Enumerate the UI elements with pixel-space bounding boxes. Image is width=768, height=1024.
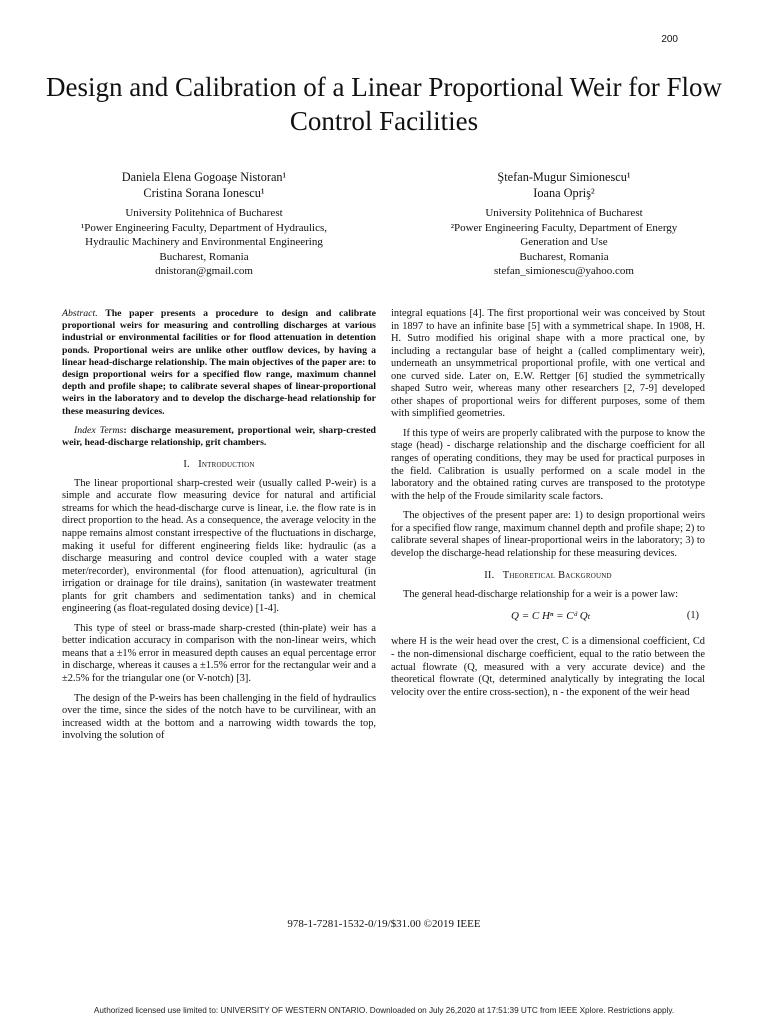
abstract (62, 308, 376, 418)
affiliation-line: ¹Power Engineering Faculty, Department of Hydraulics, (80, 221, 328, 234)
section-title: Theoretical Background (502, 570, 612, 582)
body-paragraph: The linear proportional sharp-crested weir (usually called P-weir) is a simple and accurate flow measuring device for natural and artificial streams for which the head-discharge curve is linear, i.e. the flow rate is in direct proportion to the head. As a consequence, the average velocity in the nappe remains almost constant irrespective of the fluctuations in discharge, making it useful for different engineering fields like: hydraulic (as a discharge measuring and control device coupled with a water stage meter/recorder), environmental (for flood attenuation), agricultural (in irrigation or drainage for tile drains), sanitation (in wastewater treatment plants for grit chambers and sedimentation tanks) and in chemical engineering (as float-regulated dosing device) [1-4]. (62, 477, 376, 615)
equation-1 (391, 608, 705, 628)
author-email: stefan_simionescu@yahoo.com (494, 265, 634, 278)
affiliation-line: University Politehnica of Bucharest (125, 207, 283, 219)
section-title: Introduction (198, 459, 255, 471)
body-paragraph: The objectives of the present paper are: 1) to design proportional weirs for a specified flow range, maximum channel depth and profile shape; 2) to calibrate several shapes of linear-proportional weirs in the laboratory; 3) to develop the discharge-head relationship for these measuring devices. (391, 510, 705, 559)
author-name: Ioana Opriş² (533, 185, 595, 200)
abstract-label: Abstract. (62, 308, 98, 319)
body-paragraph: where H is the weir head over the crest, C is a dimensional coefficient, Cd - the non-dimensional discharge coefficient, equal to the ratio between the actual flowrate (Q, measured with a very accurate device) and the theoretical flowrate (Qt, determined analytically by integrating the local velocity over the entire cross-section), n - the exponent of the weir head (391, 636, 705, 698)
index-terms-label: Index Terms (74, 424, 124, 436)
author-name: Ştefan-Mugur Simionescu¹ (497, 170, 631, 184)
body-paragraph: integral equations [4]. The first proportional weir was conceived by Stout in 1897 to have an infinite base [5] with a symmetrical shape. In 1908, H. H. Sutro modified his original shape with a more practical one, by including a rectangular base of height a (called complimentary weir), underneath an unsymmetrical proportional profile, with one vertical and one curved side. Later on, E.W. Rettger [6] studied the symmetrically shaped Sutro weir, whereas many other researchers [2, 7-9] developed other shapes of proportional weirs for different purposes, some of them with simplified geometries. (391, 308, 705, 420)
paper-title: Design and Calibration of a Linear Proportional Weir for Flow Control Facilities (46, 72, 722, 136)
index-terms-text: : discharge measurement, proportional weir, sharp-crested weir, head-discharge relationship, grit chambers. (62, 424, 376, 449)
author-name: Daniela Elena Gogoaşe Nistoran¹ (121, 170, 287, 184)
affiliation-line: Hydraulic Machinery and Environmental Engineering (85, 236, 323, 249)
affiliation-line: Bucharest, Romania (519, 250, 609, 263)
author-block-left (44, 170, 364, 279)
author-name: Cristina Sorana Ionescu¹ (143, 185, 265, 200)
body-paragraph: If this type of weirs are properly calibrated with the purpose to know the stage (head) - discharge relationship and the discharge coefficient for all ranges of operating conditions, they may be used for practical purposes in the field. Calibration is usually performed on a scale model in the laboratory and the obtained rating curves are transposed to the prototype with the help of the Froude similarity scale factors. (391, 427, 705, 502)
section-numeral: I. (183, 459, 190, 471)
affiliation-line: University Politehnica of Bucharest (485, 207, 643, 219)
right-column (391, 308, 705, 706)
body-paragraph: This type of steel or brass-made sharp-crested (thin-plate) weir has a better indication accuracy in comparison with the non-linear weirs, which means that a ±1% error in measured depth causes an equal percentage error in discharge, whereas it causes a ±1.5% error for the rectangular weir and a ±2.5% for the triangular one (or V-notch) [3]. (62, 622, 376, 684)
abstract-text: The paper presents a procedure to design and calibrate proportional weirs for measuring and controlling discharges at various industrial or environmental facilities or for flood attenuation in detention ponds. Proportional weirs are unlike other outflow devices, by having a linear head-discharge relationship. The main objectives of the paper are: to design proportional weirs for a specified flow range, maximum channel depth and profile shape; to calibrate several shapes of linear-proportional weirs in the laboratory and to develop the discharge-head relationship for these measuring devices. (62, 308, 376, 417)
affiliation-line: Generation and Use (520, 236, 608, 249)
author-block-right (404, 170, 724, 279)
section-heading (391, 570, 705, 583)
section-heading (62, 459, 376, 472)
affiliation-line: Bucharest, Romania (159, 250, 249, 263)
footer-isbn: 978-1-7281-1532-0/19/$31.00 ©2019 IEEE (287, 918, 481, 930)
left-column (62, 308, 376, 750)
equation-number: (1) (686, 610, 699, 622)
section-numeral: II. (484, 570, 495, 582)
equation-expression: Q = C Hⁿ = Cᵈ Qₜ (511, 610, 591, 623)
author-email: dnistoran@gmail.com (155, 265, 253, 278)
page-number: 200 (661, 34, 678, 45)
footer-license-notice: Authorized licensed use limited to: UNIVERSITY OF WESTERN ONTARIO. Downloaded on July 26,2020 at 17:51:39 UTC from IEEE Xplore. Restrictions apply. (93, 1006, 675, 1015)
index-terms (62, 425, 376, 449)
body-paragraph: The general head-discharge relationship for a weir is a power law: (403, 588, 679, 600)
body-paragraph: The design of the P-weirs has been challenging in the field of hydraulics over the time, since the sides of the notch have to be curvilinear, with an increased width at the bottom and a narrowing width towards the top, involving the solution of (62, 692, 376, 742)
affiliation-line: ²Power Engineering Faculty, Department of Energy (450, 221, 678, 234)
